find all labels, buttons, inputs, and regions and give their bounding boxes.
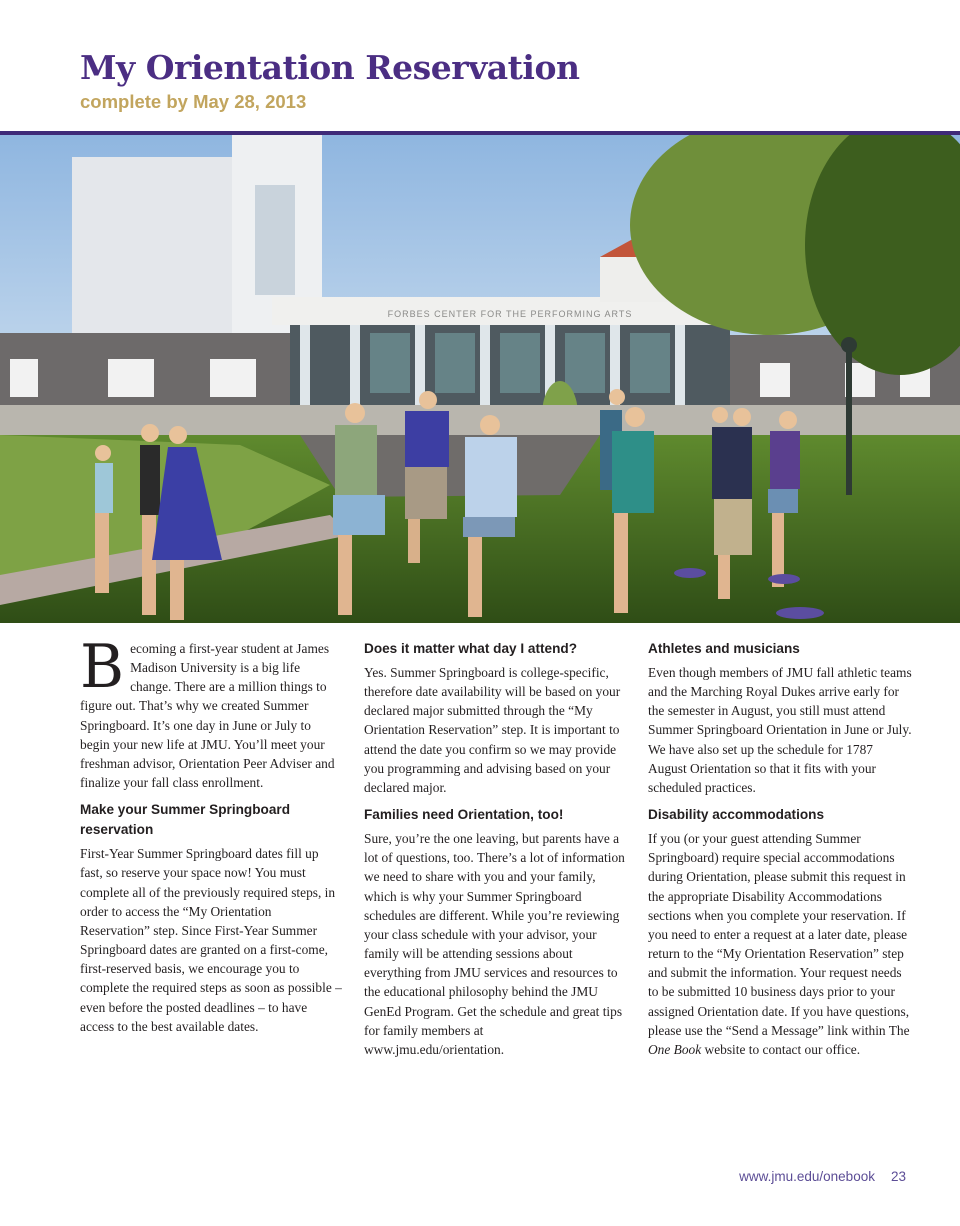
families-heading: Families need Orientation, too! [364,807,564,823]
page-number: 23 [890,1169,906,1184]
footer-url[interactable]: www.jmu.edu/onebook [739,1169,875,1184]
one-book-title: One Book [648,1041,702,1057]
families-text: Sure, you’re the one leaving, but parents have a lot of questions, too. There’s a lot of information we need to share with you and your family, which is why your Summer Springboard schedules are different. While you’re reviewing your class schedule with your advisor, your family will be attending sessions about everything from JMU services and resources to the educational philosophy behind the JMU GenEd Program. Get the schedule and great tips for family members at www.jmu.edu/orientation. [364,831,625,1057]
building-sign: FORBES CENTER FOR THE PERFORMING ARTS [387,309,633,319]
page-title: My Orientation Reservation [80,48,580,87]
attend-day-text: Yes. Summer Springboard is college-specific, therefore date availability will be based on your declared major submitted through the “My Orientation Reservation” step. It is important to attend the date you confirm so we may provide you programming and advising based on your declared major. [364,665,621,795]
disability-text-end: website to contact our office. [704,1041,861,1057]
orientation-photo [0,135,960,623]
disability-text-main: If you (or your guest attending Summer Springboard) require special accommodations during Orientation, please submit this request in the appropriate Disability Accommodations sections when you complete your reservation. If you need to enter a request at a later date, please return to the “My Orientation Reservation” step and submit the information. Your request needs to be submitted 10 business days prior to your assigned Orientation date. If you have questions, please use the “Send a Message” link within The [648,831,910,1038]
reservation-heading: Make your Summer Springboard reservation [80,802,290,838]
disability-text [648,829,912,1059]
stone-wall [0,333,340,411]
disability-heading: Disability accommodations [648,807,825,823]
page-footer [739,1169,906,1184]
page-subtitle: complete by May 28, 2013 [80,91,307,112]
column-1 [80,632,342,1036]
reservation-text: First-Year Summer Springboard dates fill up fast, so reserve your space now! You must complete all of the previously required steps, in order to access the “My Orientation Reservation” step. Since First-Year Summer Springboard dates are granted on a first-come, first-reserved basis, we encourage you to complete the required steps as soon as possible – even before the posted deadlines – to have access to the best available dates. [80,846,342,1034]
column-3 [648,639,912,1059]
attend-day-heading: Does it matter what day I attend? [364,641,578,656]
athletes-heading: Athletes and musicians [648,641,800,656]
intro-text: ecoming a first-year student at James Madison University is a big life change. There are a million things to figure out. That’s why we created Summer Springboard. It’s one day in June or July to begin your new life at JMU. You’ll meet your freshman advisor, Orientation Peer Adviser and finalize your fall class enrollment. [80,641,335,791]
column-2 [364,639,626,1059]
drop-cap: B [80,632,125,702]
athletes-text: Even though members of JMU fall athletic teams and the Marching Royal Dukes arrive early for the semester in August, you still must attend Summer Springboard Orientation in June or July. We have also set up the schedule for 1787 August Orientation so that it fits with your scheduled practices. [648,665,912,795]
intro-paragraph [80,632,342,792]
